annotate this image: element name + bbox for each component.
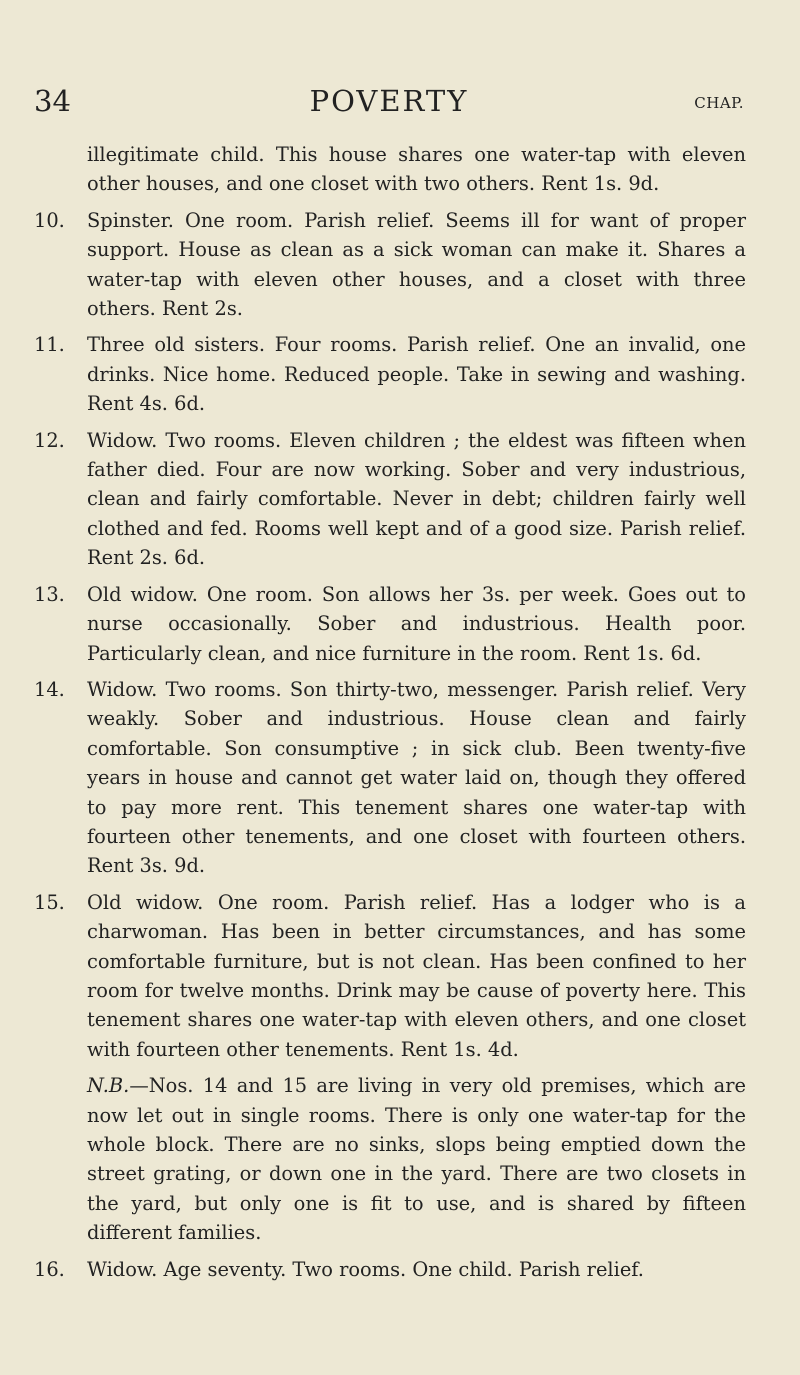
nota-bene-note	[34, 1071, 746, 1247]
entry-13	[34, 580, 746, 668]
entry-number: 10.	[34, 208, 65, 232]
entry-text: Spinster. One room. Parish relief. Seems ill for want of proper support. House as clean as a sick woman can make it. Shares a water-tap with eleven other houses, and a closet with three others. Rent 2s.	[87, 208, 746, 321]
chapter-label: CHAP.	[694, 94, 744, 112]
entry-number: 12.	[34, 428, 65, 452]
entry-text: Three old sisters. Four rooms. Parish relief. One an invalid, one drinks. Nice home. Reduced people. Take in sewing and washing. Rent 4s. 6d.	[87, 333, 746, 416]
note-label: N.B.	[87, 1074, 130, 1098]
entry-text: Widow. Two rooms. Son thirty-two, messenger. Parish relief. Very weakly. Sober and industrious. House clean and fairly comfortable. Son consumptive ; in sick club. Been twenty-five years in house and cannot get water laid on, though they offered to pay more rent. This tenement shares one water-tap with fourteen other tenements, and one closet with fourteen others. Rent 3s. 9d.	[87, 677, 746, 878]
page-header	[34, 84, 744, 124]
entry-16	[34, 1255, 746, 1284]
entry-text: Widow. Two rooms. Eleven children ; the eldest was fifteen when father died. Four are now working. Sober and very industrious, clean and fairly comfortable. Never in debt; children fairly well clothed and fed. Rooms well kept and of a good size. Parish relief. Rent 2s. 6d.	[87, 428, 746, 570]
note-text: —Nos. 14 and 15 are living in very old premises, which are now let out in single rooms. There is only one water-tap for the whole block. There are no sinks, slops being emptied down the street grating, or down one in the yard. There are two closets in the yard, but only one is fit to use, and is shared by fifteen different families.	[87, 1074, 746, 1245]
body-text	[34, 140, 746, 1291]
entry-text: Old widow. One room. Parish relief. Has a lodger who is a charwoman. Has been in better circumstances, and has some comfortable furniture, but is not clean. Has been confined to her room for twelve months. Drink may be cause of poverty here. This tenement shares one water-tap with eleven others, and one closet with fourteen other tenements. Rent 1s. 4d.	[87, 890, 746, 1061]
running-title: POVERTY	[309, 84, 469, 118]
continued-entry-text: illegitimate child. This house shares one water-tap with eleven other houses, and one closet with two others. Rent 1s. 9d.	[87, 143, 746, 196]
entry-15	[34, 888, 746, 1064]
entry-number: 15.	[34, 890, 65, 914]
entry-10	[34, 206, 746, 324]
entry-12	[34, 426, 746, 573]
entry-11	[34, 330, 746, 418]
page-number: 34	[34, 84, 71, 118]
entry-14	[34, 675, 746, 881]
entry-number: 16.	[34, 1257, 65, 1281]
entry-text: Old widow. One room. Son allows her 3s. per week. Goes out to nurse occasionally. Sober and industrious. Health poor. Particularly clean, and nice furniture in the room. Rent 1s. 6d.	[87, 582, 746, 665]
entry-text: Widow. Age seventy. Two rooms. One child. Parish relief.	[87, 1257, 644, 1281]
entry-number: 14.	[34, 677, 65, 701]
entry-number: 11.	[34, 333, 65, 357]
entry-number: 13.	[34, 582, 65, 606]
